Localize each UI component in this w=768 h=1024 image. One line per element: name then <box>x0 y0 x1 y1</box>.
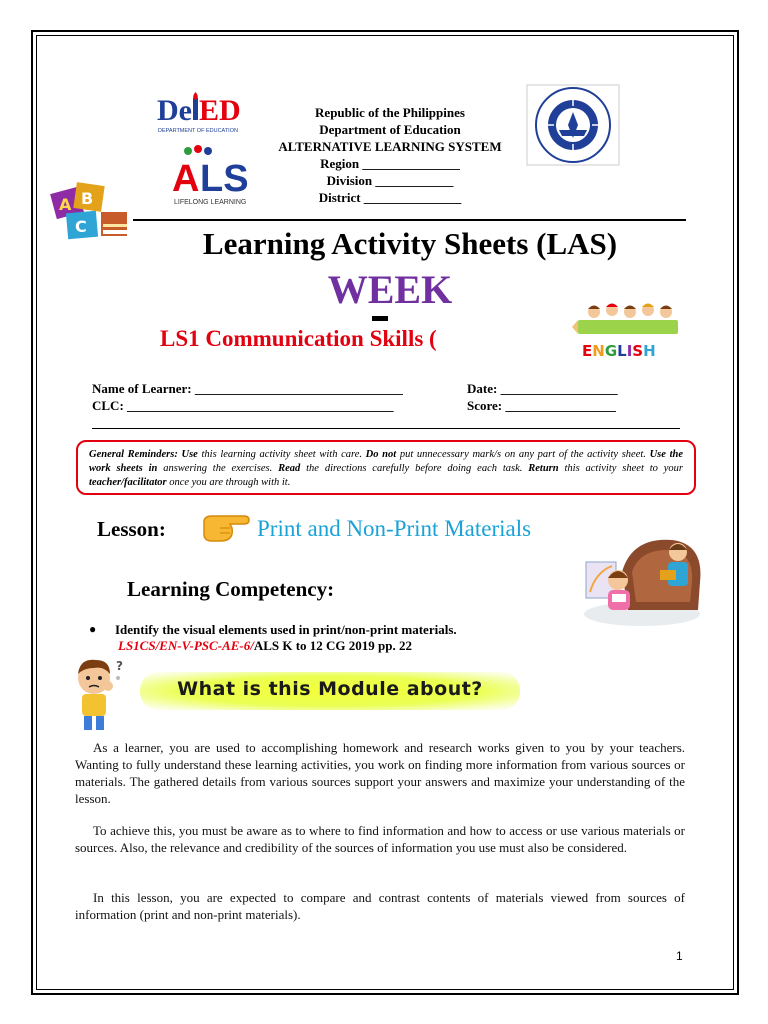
reminder-heading: General Reminders: Use <box>89 449 198 460</box>
header-country: Republic of the Philippines <box>315 105 465 120</box>
reminder-text: put unnecessary mark/s on any part of the activity sheet. <box>396 449 650 460</box>
competency-code-reference: ALS K to 12 CG 2019 pp. 22 <box>253 638 413 653</box>
week-dash-mark <box>372 316 388 321</box>
paragraph-expectation: In this lesson, you are expected to compare and contrast contents of materials viewed from sources of information (print and non-print materials). <box>75 890 685 922</box>
clc-field[interactable]: CLC: _________________________________________ <box>92 398 394 413</box>
deped-logo <box>155 90 253 138</box>
week-label: WEEK <box>327 267 453 312</box>
header-district: District _______________ <box>318 190 462 205</box>
als-logo <box>170 143 252 207</box>
header-program: ALTERNATIVE LEARNING SYSTEM <box>278 139 502 154</box>
svg-text:ENGLISH: ENGLISH <box>582 342 656 360</box>
svg-text:B: B <box>81 189 94 208</box>
reminder-text: this learning activity sheet with care. <box>197 449 366 460</box>
svg-text:LS: LS <box>200 158 249 200</box>
header-department: Department of Education <box>319 122 461 137</box>
page-title: Learning Activity Sheets (LAS) <box>202 226 618 261</box>
header-region: Region _______________ <box>320 156 460 171</box>
paragraph-intro: As a learner, you are used to accomplishing homework and research works given to you by your teachers. Wanting to fully understand these learning activities, you work on finding more information from various sources or materials. The gathered details from various sources support your answers and maximize your understanding of the lesson. <box>75 740 685 806</box>
svg-text:C: C <box>75 217 87 236</box>
lesson-label: Lesson: <box>97 517 166 541</box>
pointing-hand-icon <box>200 506 250 546</box>
reminder-emphasis: Use the work sheets in <box>89 449 683 474</box>
bullet-icon: ● <box>89 622 97 636</box>
header-divider <box>133 219 686 221</box>
svg-text:?: ? <box>116 659 123 673</box>
name-of-learner-field[interactable]: Name of Learner: ________________________________ <box>92 381 403 396</box>
reminder-emphasis: Read <box>278 463 301 474</box>
deped-seal <box>526 84 620 166</box>
score-field[interactable]: Score: _________________ <box>467 398 616 413</box>
reminder-text: answering the exercises. <box>157 463 279 474</box>
reminder-emphasis: Return <box>528 463 559 474</box>
header-division: Division ____________ <box>326 173 454 188</box>
subject-title: LS1 Communication Skills ( <box>160 326 437 351</box>
competency-code-id: LS1CS/EN-V-PSC-AE-6/ <box>118 638 254 653</box>
reminder-emphasis: Do not <box>365 449 397 460</box>
learning-competency-heading: Learning Competency: <box>127 577 335 601</box>
reminder-text: this activity sheet to your <box>558 463 684 474</box>
svg-text:ED: ED <box>199 94 241 127</box>
form-divider <box>92 428 680 429</box>
competency-code <box>118 638 412 654</box>
reminder-emphasis: teacher/facilitator <box>89 477 167 488</box>
als-logo-subtitle: LIFELONG LEARNING <box>174 199 247 206</box>
lesson-title: Print and Non-Print Materials <box>257 516 532 541</box>
paragraph-purpose: To achieve this, you must be aware as to where to find information and how to access or use various materials or sources. Also, the relevance and credibility of the sources of information you use must also be considered. <box>75 823 685 855</box>
general-reminders-box <box>76 440 696 495</box>
deped-logo-subtitle: DEPARTMENT OF EDUCATION <box>158 128 238 134</box>
reminder-text: the directions carefully before doing each task. <box>300 463 529 474</box>
date-field[interactable]: Date: __________________ <box>467 381 618 396</box>
svg-text:De: De <box>157 94 192 127</box>
reminder-text: once you are through with it. <box>166 477 291 488</box>
english-kids-illustration <box>572 300 684 362</box>
header-block <box>250 104 530 206</box>
competency-item: Identify the visual elements used in print/non-print materials. <box>115 622 457 637</box>
children-reading-illustration <box>582 532 704 630</box>
thinking-boy-illustration <box>64 656 134 736</box>
module-banner-title: What is this Module about? <box>177 678 483 700</box>
page-number: 1 <box>676 949 683 963</box>
svg-text:A: A <box>172 158 200 200</box>
svg-text:A: A <box>59 195 72 214</box>
